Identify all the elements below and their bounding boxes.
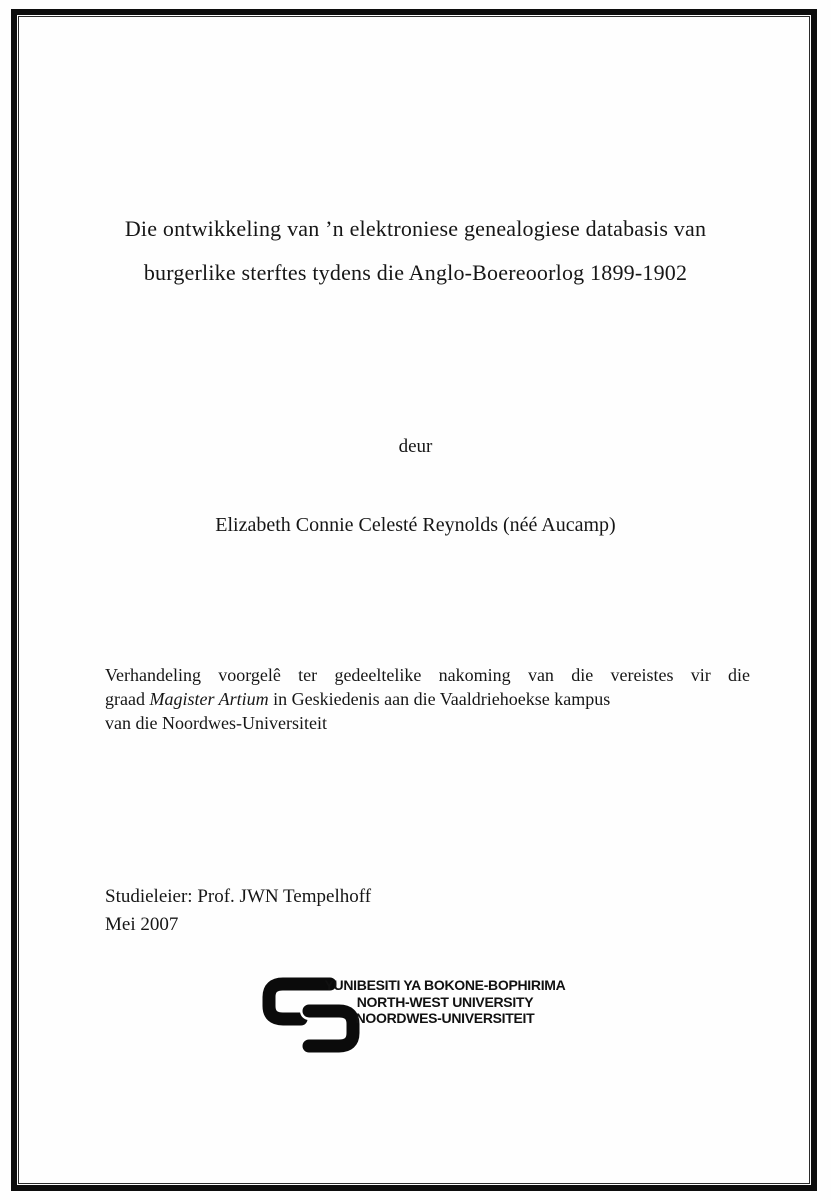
degree-statement-line2 xyxy=(105,687,750,711)
thesis-title xyxy=(0,207,831,295)
thesis-title-line2: burgerlike sterftes tydens die Anglo-Boereoorlog 1899-1902 xyxy=(143,260,688,285)
logo-text-line2: NORTH-WEST UNIVERSITY xyxy=(356,993,534,1010)
supervisor-date-block xyxy=(105,883,371,939)
degree-statement-line2-post: in Geskiedenis aan die Vaaldriehoekse kampus xyxy=(268,689,611,709)
university-logo-text xyxy=(317,977,573,1027)
thesis-title-line1: Die ontwikkeling van ’n elektroniese genealogiese databasis van xyxy=(124,216,707,241)
degree-statement xyxy=(105,663,750,735)
degree-statement-line1: Verhandeling voorgelê ter gedeeltelike nakoming van die vereistes vir die xyxy=(105,665,750,685)
date-line: Mei 2007 xyxy=(105,914,179,935)
logo-text-line3: NOORDWES-UNIVERSITEIT xyxy=(355,1010,535,1026)
degree-statement-line3: van die Noordwes-Universiteit xyxy=(105,713,327,733)
byline-label: deur xyxy=(398,436,433,457)
supervisor-line: Studieleier: Prof. JWN Tempelhoff xyxy=(105,886,372,907)
logo-text-line1: YUNIBESITI YA BOKONE-BOPHIRIMA xyxy=(324,977,566,993)
degree-statement-line2-italic: Magister Artium xyxy=(149,689,269,709)
author-name: Elizabeth Connie Celesté Reynolds (néé Aucamp) xyxy=(215,514,616,536)
degree-statement-line2-pre: graad xyxy=(105,689,150,709)
